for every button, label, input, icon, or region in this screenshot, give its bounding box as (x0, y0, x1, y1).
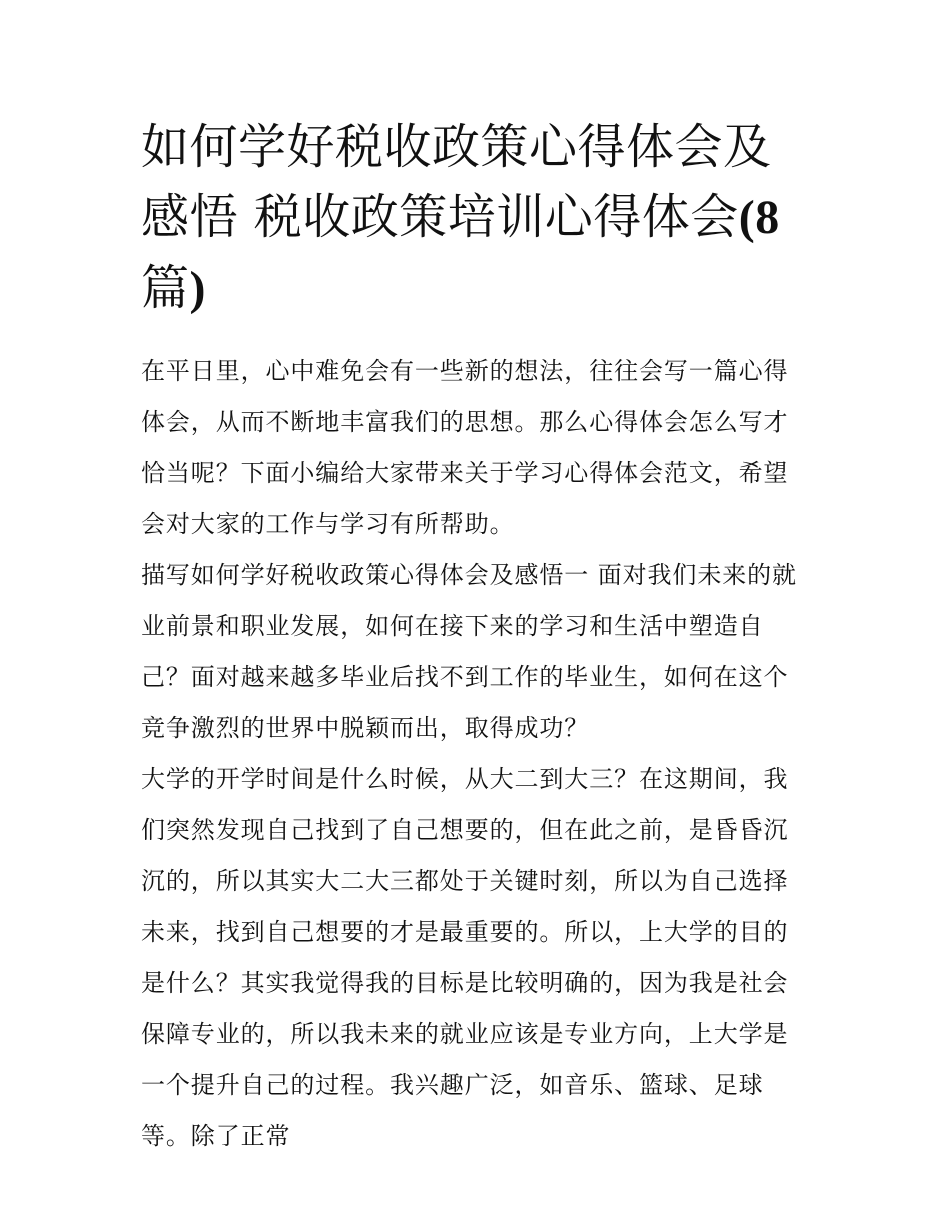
title-line-3: 篇) (141, 260, 206, 316)
paragraph-intro: 在平日里，心中难免会有一些新的想法，往往会写一篇心得体会，从而不断地丰富我们的思想。那么心得体会怎么写才恰当呢？下面小编给大家带来关于学习心得体会范文，希望会对大家的工作与学习有所帮助。 (141, 357, 789, 538)
title-line-1: 如何学好税收政策心得体会及 (141, 119, 772, 175)
paragraph-body: 大学的开学时间是什么时候，从大二到大三？在这期间，我们突然发现自己找到了自己想要的，但在此之前，是昏昏沉沉的，所以其实大二大三都处于关键时刻，所以为自己选择未来，找到自己想要的才是最重要的。所以，上大学的目的是什么？其实我觉得我的目标是比较明确的，因为我是社会保障专业的，所以我未来的就业应该是专业方向，上大学是一个提升自己的过程。我兴趣广泛，如音乐、篮球、足球等。除了正常 (141, 765, 789, 1150)
document-body (141, 346, 813, 1162)
document-content (141, 112, 813, 1162)
document-title (141, 112, 813, 324)
title-line-2: 感悟 税收政策培训心得体会(8 (141, 189, 780, 245)
paragraph-section-one: 描写如何学好税收政策心得体会及感悟一 面对我们未来的就业前景和职业发展，如何在接下来的学习和生活中塑造自己？面对越来越多毕业后找不到工作的毕业生，如何在这个竞争激烈的世界中脱颖而出，取得成功？ (141, 561, 797, 742)
